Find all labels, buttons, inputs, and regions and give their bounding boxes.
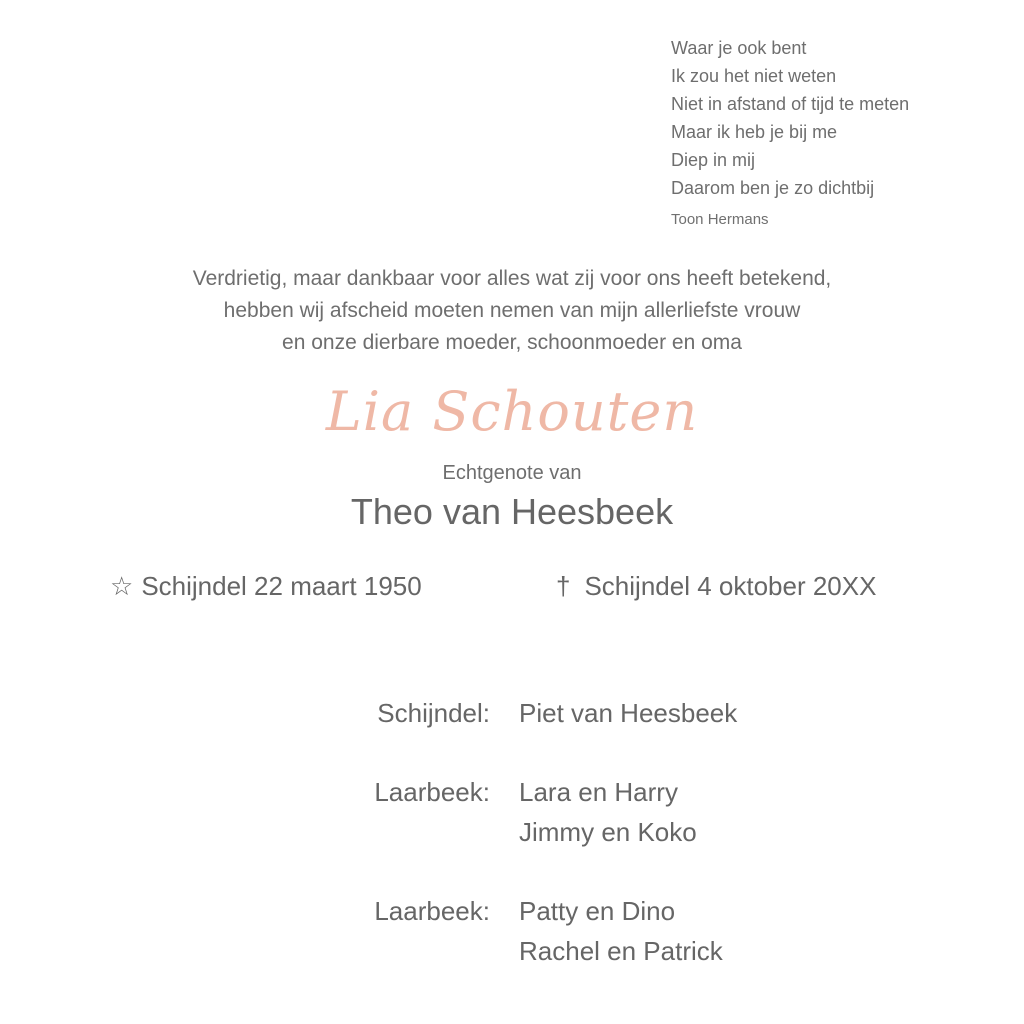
poem-line: Ik zou het niet weten	[671, 66, 837, 86]
family-names	[519, 891, 723, 971]
death-text: Schijndel 4 oktober 20XX	[584, 571, 877, 601]
intro-line: Verdrietig, maar dankbaar voor alles wat zij voor ons heeft betekend,	[192, 267, 832, 290]
spouse-label: Echtgenote van	[442, 462, 582, 484]
life-dates	[0, 566, 1024, 606]
poem-line: Niet in afstand of tijd te meten	[671, 94, 910, 114]
intro-line: en onze dierbare moeder, schoonmoeder en oma	[282, 331, 742, 354]
star-icon: ☆	[110, 571, 134, 601]
birth-info	[110, 566, 422, 606]
intro-line: hebben wij afscheid moeten nemen van mijn allerliefste vrouw	[223, 299, 801, 322]
deceased-name: Lia Schouten	[325, 380, 699, 443]
family-place: Schijndel:	[377, 698, 490, 728]
family-name: Piet van Heesbeek	[519, 698, 738, 728]
spouse-name: Theo van Heesbeek	[350, 491, 674, 532]
family-name: Rachel en Patrick	[519, 936, 723, 966]
poem-line: Maar ik heb je bij me	[671, 122, 838, 142]
birth-text: Schijndel 22 maart 1950	[141, 571, 422, 601]
death-info	[556, 566, 876, 606]
family-names	[519, 693, 737, 733]
family-group	[0, 772, 1024, 852]
family-name: Jimmy en Koko	[519, 817, 697, 847]
family-name: Lara en Harry	[519, 777, 678, 807]
poem-line: Waar je ook bent	[671, 38, 807, 58]
family-names	[519, 772, 697, 852]
family-place: Laarbeek:	[374, 777, 490, 807]
family-name: Patty en Dino	[519, 896, 676, 926]
cross-icon: †	[556, 571, 571, 601]
poem-author: Toon Hermans	[671, 211, 769, 228]
poem	[671, 34, 1011, 230]
family-group	[0, 693, 1024, 734]
poem-line: Daarom ben je zo dichtbij	[671, 178, 875, 198]
family-list	[0, 693, 1024, 1010]
poem-line: Diep in mij	[671, 150, 756, 170]
intro-text	[0, 263, 1024, 359]
family-group	[0, 891, 1024, 971]
family-place: Laarbeek:	[374, 896, 490, 926]
